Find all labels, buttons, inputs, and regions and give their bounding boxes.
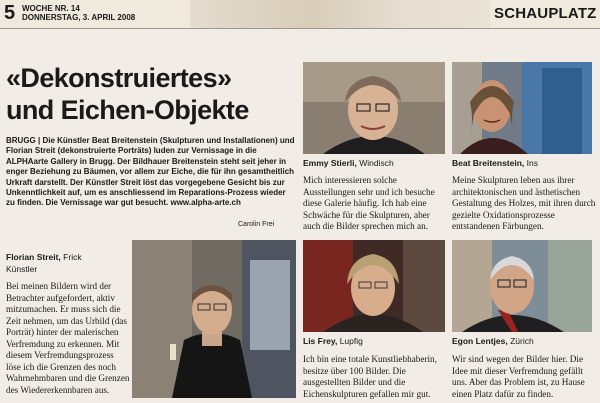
issue-info [22,4,135,22]
section-title: SCHAUPLATZ [494,5,597,22]
quote-egon-lentjes: Wir sind wegen der Bilder hier. Die Idee mit dieser Verfremdung gefällt uns. Aber das Problem ist, zu Hause einen Platz dafür zu finden. [452,354,585,399]
caption-florian-streit: Florian Streit, Frick [6,252,82,262]
headline-line-1: «Dekonstruiertes» [6,63,232,93]
page-number: 5 [4,2,16,24]
quote-lis-frey: Ich bin eine totale Kunstliebhaberin, besitze über 100 Bilder. Die ausgestellten Bilder und die Eichenskulpturen gefallen mir gut. [303,354,437,399]
photo-florian-streit [132,240,296,398]
headline [6,62,296,126]
lead-text: Die Künstler Beat Breitenstein (Skulpturen und Installationen) und Florian Streit (dekonstruierte Porträts) luden zur Vernissage in die ALPHAarte Gallery in Brugg. Der Bildhauer Breitenstein steht seit jeher in enger Beziehung zu Bäumen, vor allem zur Eiche, die für ihn gesamtheitlich Urkraft darstellt. Der Künstler Streit löst das vorgegebene Gesicht bis zur Unkenntlichkeit auf, um es anschliessend im Reparations-Prozess wieder zu finden. Die Vernissage war gut besucht. www.alpha-arte.ch [6,136,295,208]
caption-emmy-stierli: Emmy Stierli, Windisch [303,158,394,168]
author-credit: Carolin Frei [238,221,275,228]
quote-florian-streit: Bei meinen Bildern wird der Betrachter aufgefordert, aktiv mitzumachen. Er muss sich die Zeit nehmen, um das Urbild (das Porträt) hinter der malerischen Verfremdung zu erkennen. Mit diesem Verfremdungsprozess löse ich die Grenzen des noch Wahrnehmbaren und die Grenzen des Wiedererkennbaren aus. [6,281,130,395]
dateline: BRUGG [6,136,36,145]
headline-line-2: und Eichen-Objekte [6,95,249,125]
caption-beat-breitenstein: Beat Breitenstein, Ins [452,158,538,168]
quote-emmy-stierli: Mich interessieren solche Ausstellungen sehr und ich besuche diese Galerie häufig. Ich hab eine Schwäche für die Skulpturen, aber auch die Bilder sprechen mich an. [303,175,435,231]
masthead-banner-image [190,0,490,28]
photo-emmy-stierli [303,62,445,154]
lead-paragraph: BRUGG | Die Künstler Beat Breitenstein (Skulpturen und Installationen) und Florian Streit (dekonstruierte Porträts) luden zur Vernissage in die ALPHAarte Gallery in Brugg. Der Bildhauer Breitenstein steht seit jeher in enger Beziehung zu Bäumen, vor allem zur Eiche, die für ihn gesamtheitlich Urkraft darstellt. Der Künstler Streit löst das vorgegebene Gesicht bis zur Unkenntlichkeit auf, um es anschliessend im Reparations-Prozess wieder zu finden. Die Vernissage war gut besucht. www.alpha-arte.ch [6,136,295,208]
photo-lis-frey [303,240,445,332]
photo-egon-lentjes [452,240,592,332]
photo-beat-breitenstein [452,62,592,154]
caption-role: Künstler [6,264,38,274]
issue-number: WOCHE NR. 14 [22,4,80,13]
issue-date: DONNERSTAG, 3. APRIL 2008 [22,13,136,22]
caption-egon-lentjes: Egon Lentjes, Zürich [452,336,534,346]
caption-lis-frey: Lis Frey, Lupfig [303,336,363,346]
quote-beat-breitenstein: Meine Skulpturen leben aus ihrer architektonischen und ästhetischen Gestaltung des Holzes, mit ihren durch gezielte Oxidationsprozesse entstandenen Färbungen. [452,175,596,231]
